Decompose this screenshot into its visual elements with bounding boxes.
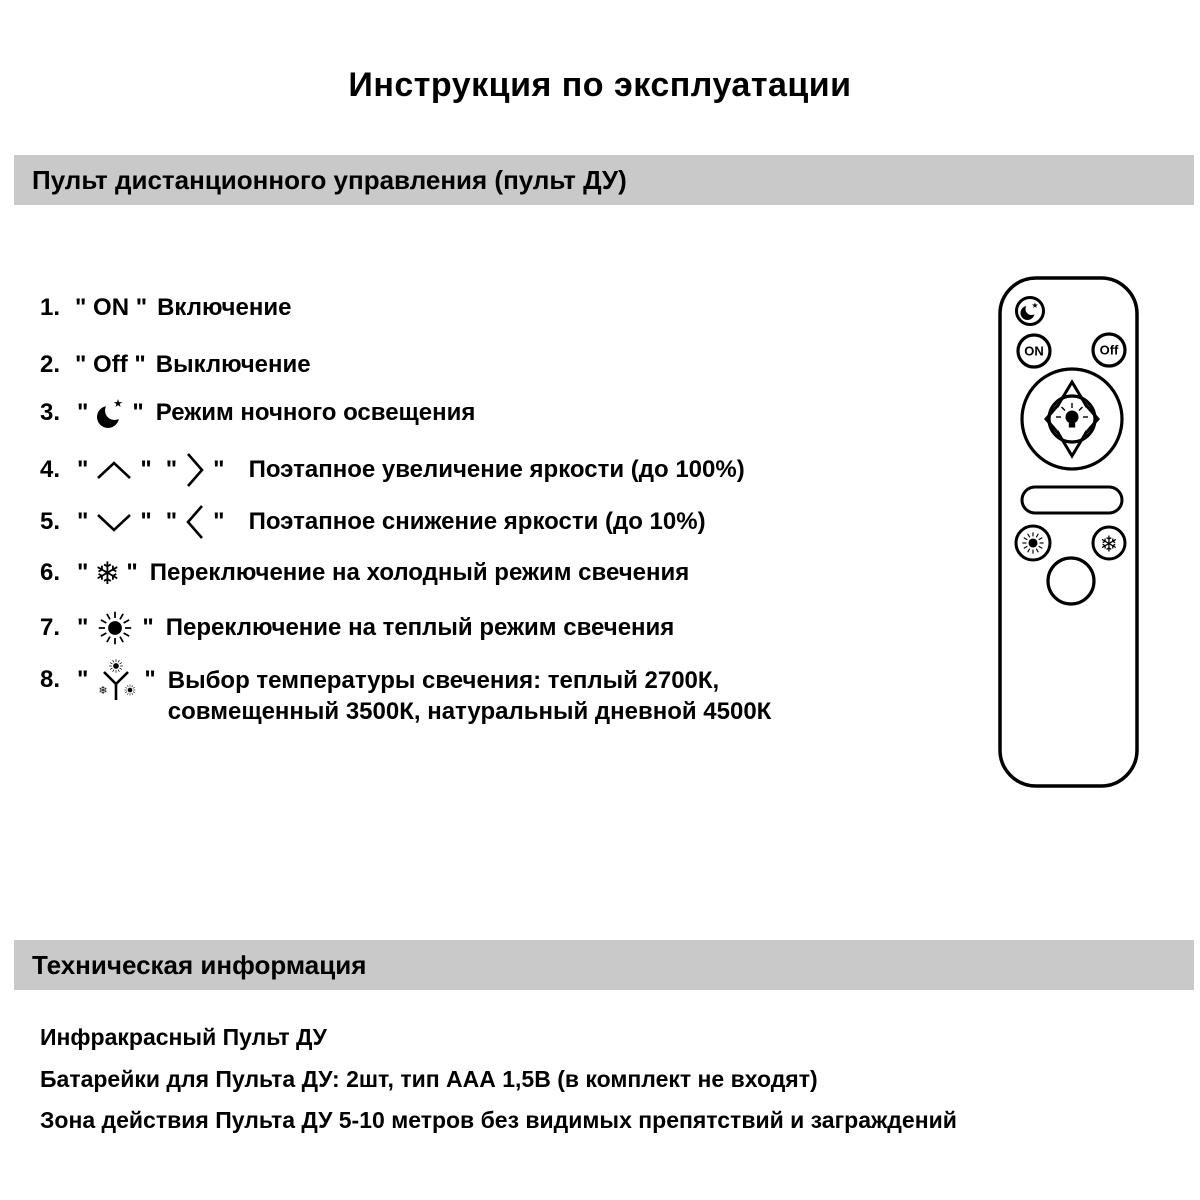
instruction-item-3 — [40, 391, 475, 435]
tech-info-line-2: Батарейки для Пульта ДУ: 2шт, тип ААА 1,5В (в комплект не входят) — [40, 1066, 818, 1092]
instruction-item-5 — [40, 500, 706, 544]
button-ref-off: " Off " — [75, 351, 146, 378]
item-label: Режим ночного освещения — [155, 399, 476, 426]
button-ref-on: " ON " — [75, 294, 148, 321]
item-number: 8. — [40, 666, 61, 693]
instruction-item-2 — [40, 343, 311, 387]
item-label: Переключение на холодный режим свечения — [149, 559, 690, 586]
section-header-tech-label: Техническая информация — [32, 949, 367, 980]
quote-mark: " — [77, 508, 89, 535]
instruction-item-4 — [40, 448, 745, 492]
sun-icon — [95, 608, 135, 648]
remote-off-label: Off — [1099, 342, 1119, 358]
item-number: 7. — [40, 614, 61, 641]
instruction-item-6 — [40, 551, 689, 595]
quote-mark: " — [132, 399, 144, 426]
item-number: 2. — [40, 351, 61, 378]
page-title: Инструкция по эксплуатации — [348, 66, 852, 104]
item-number: 3. — [40, 399, 61, 426]
chevron-left-icon — [184, 502, 206, 542]
remote-on-label: ON — [1024, 343, 1044, 359]
tech-info-line-3: Зона действия Пульта ДУ 5-10 метров без видимых препятствий и заграждений — [40, 1107, 957, 1133]
item-number: 5. — [40, 508, 61, 535]
chevron-up-icon — [95, 458, 133, 482]
item-number: 1. — [40, 294, 61, 321]
star-icon: ★ — [1031, 301, 1039, 310]
item-number: 6. — [40, 559, 61, 586]
item-number: 4. — [40, 456, 61, 483]
instruction-item-1 — [40, 286, 291, 330]
quote-mark: " — [142, 614, 154, 641]
quote-mark: " — [77, 666, 89, 693]
quote-mark: " — [140, 456, 152, 483]
quote-mark: " — [213, 456, 225, 483]
moon-icon — [95, 393, 125, 433]
item-label: Включение — [157, 294, 292, 321]
remote-control-illustration — [995, 273, 1147, 793]
quote-mark: " — [140, 508, 152, 535]
item-label: Поэтапное увеличение яркости (до 100%) — [248, 456, 745, 483]
quote-mark: " — [77, 559, 89, 586]
section-header-remote — [14, 155, 1194, 205]
chevron-right-icon — [184, 450, 206, 490]
instruction-item-7 — [40, 606, 674, 650]
section-header-tech — [14, 940, 1194, 990]
item-label-line1: Выбор температуры свечения: теплый 2700К, — [167, 667, 720, 694]
item-label: Переключение на теплый режим свечения — [165, 614, 675, 641]
item-label: Поэтапное снижение яркости (до 10%) — [248, 508, 706, 535]
quote-mark: " — [126, 559, 138, 586]
quote-mark: " — [165, 508, 178, 535]
instruction-item-8 — [40, 658, 771, 727]
quote-mark: " — [165, 456, 178, 483]
chevron-down-icon — [95, 510, 133, 534]
tech-info-line-1: Инфракрасный Пульт ДУ — [40, 1024, 327, 1050]
item-label-line2: совмещенный 3500К, натуральный дневной 4500К — [167, 698, 772, 725]
item-label-block — [168, 658, 772, 727]
quote-mark: " — [213, 508, 225, 535]
quote-mark: " — [77, 614, 89, 641]
quote-mark: " — [77, 456, 89, 483]
quote-mark: " — [77, 399, 89, 426]
quote-mark: " — [144, 666, 156, 693]
snowflake-icon: ❄ — [1099, 531, 1119, 557]
temperature-select-icon — [95, 658, 137, 702]
section-header-remote-label: Пульт дистанционного управления (пульт ДУ) — [32, 164, 627, 195]
svg-text:❄: ❄ — [98, 685, 108, 697]
svg-text:★: ★ — [113, 398, 124, 410]
snowflake-icon: ❄ — [94, 555, 121, 591]
item-label: Выключение — [155, 351, 311, 378]
